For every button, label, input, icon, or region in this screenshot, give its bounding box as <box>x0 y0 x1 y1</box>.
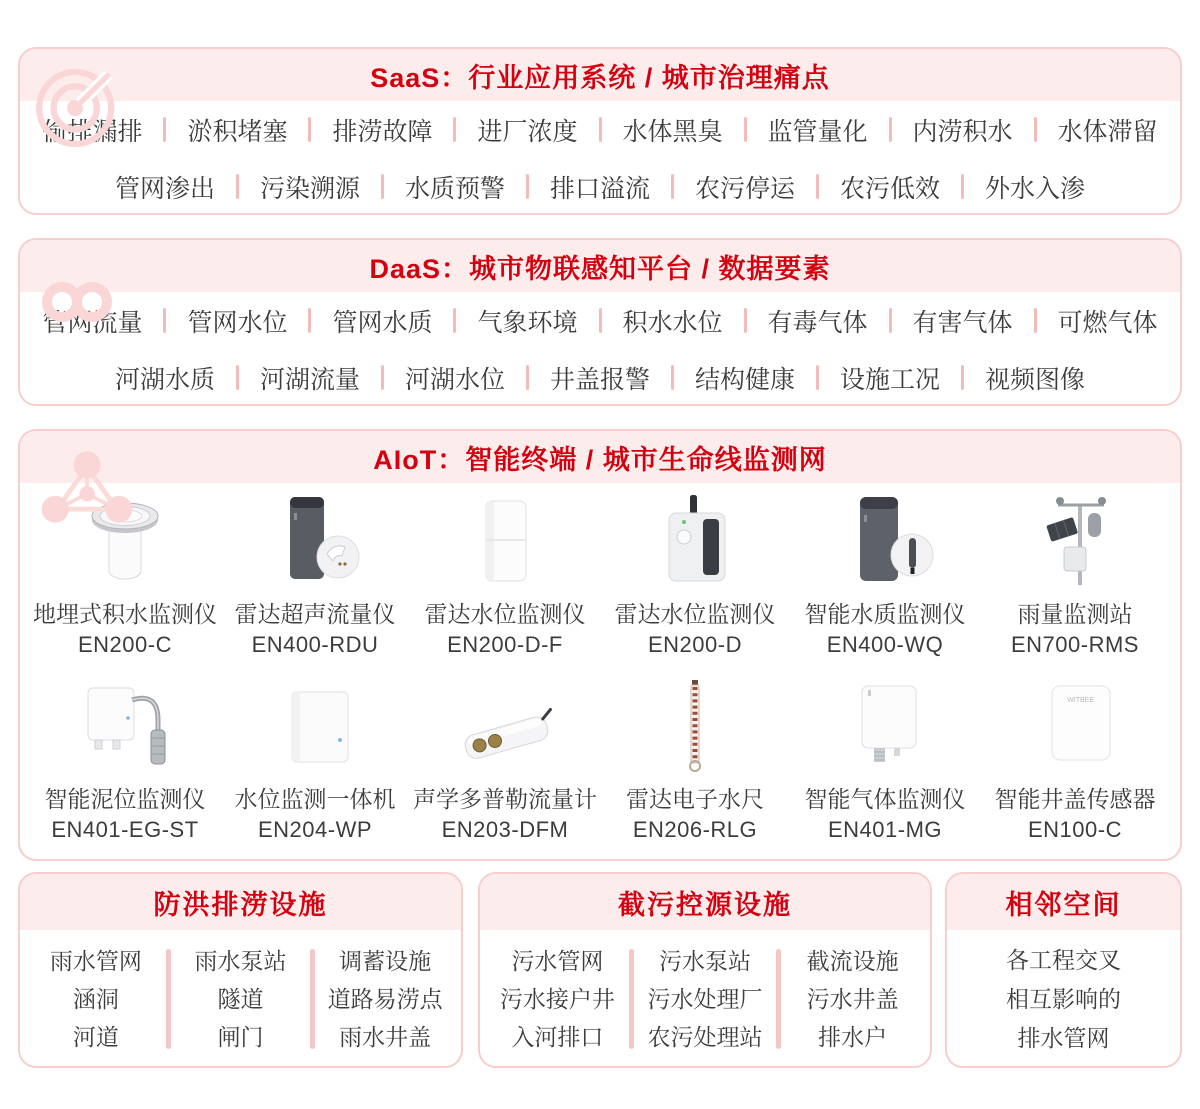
list-item: 水体黑臭 <box>622 117 723 146</box>
product-image-en100-c <box>980 674 1170 774</box>
pollution-control-col-2 <box>634 942 777 1056</box>
flood-drainage-title: 防洪排涝设施 <box>20 874 461 930</box>
aiot-panel <box>18 429 1182 861</box>
product-card-en401-eg-st <box>30 674 220 843</box>
list-item: 积水水位 <box>622 308 723 337</box>
product-card-en200-c <box>30 489 220 658</box>
brand-mark-text: WITBEE <box>1067 697 1094 704</box>
flood-drainage-col-2 <box>171 942 311 1056</box>
product-image-en400-wq <box>790 489 980 589</box>
pollution-control-box <box>478 872 932 1068</box>
list-item: 河湖水位 <box>404 365 505 394</box>
adjacent-space-title: 相邻空间 <box>947 874 1180 930</box>
list-item: 外水入渗 <box>985 174 1086 203</box>
list-item: 相互影响的 <box>1006 985 1121 1012</box>
product-card-en400-wq <box>790 489 980 658</box>
item-divider <box>381 365 384 390</box>
product-name: 智能水质监测仪 <box>804 601 966 627</box>
product-card-en700-rms <box>980 489 1170 658</box>
product-name: 雷达超声流量仪 <box>234 601 396 627</box>
saas-title: SaaS：行业应用系统 / 城市治理痛点 <box>20 49 1180 101</box>
product-card-en200-d-f <box>410 489 600 658</box>
list-item: 河湖流量 <box>259 365 360 394</box>
product-image-en700-rms <box>980 489 1170 589</box>
list-item: 结构健康 <box>695 365 796 394</box>
list-item: 道路易涝点 <box>327 986 443 1012</box>
list-item: 气象环境 <box>477 308 578 337</box>
pollution-control-col-1 <box>486 942 629 1056</box>
product-image-en206-rlg <box>600 674 790 774</box>
product-model: EN700-RMS <box>1011 632 1139 657</box>
list-item: 雨水泵站 <box>194 948 287 974</box>
item-divider <box>453 117 456 142</box>
product-model: EN200-C <box>78 632 172 657</box>
product-model: EN203-DFM <box>441 817 569 842</box>
item-divider <box>744 308 747 333</box>
item-divider <box>308 117 311 142</box>
product-image-en200-c <box>30 489 220 589</box>
daas-title: DaaS：城市物联感知平台 / 数据要素 <box>20 240 1180 292</box>
item-divider <box>961 365 964 390</box>
product-image-en200-d-f <box>410 489 600 589</box>
flood-drainage-columns <box>20 930 461 1068</box>
item-divider <box>526 365 529 390</box>
product-image-en204-wp <box>220 674 410 774</box>
item-divider <box>163 117 166 142</box>
list-item: 污染溯源 <box>259 174 360 203</box>
item-divider <box>599 117 602 142</box>
list-item: 污水井盖 <box>806 986 899 1012</box>
product-name: 智能井盖传感器 <box>994 786 1156 812</box>
item-divider <box>961 174 964 199</box>
aiot-products-row-1 <box>20 489 1180 658</box>
list-item: 进厂浓度 <box>477 117 578 146</box>
product-image-en401-eg-st <box>30 674 220 774</box>
list-item: 管网水质 <box>332 308 433 337</box>
item-divider <box>889 308 892 333</box>
product-name: 雨量监测站 <box>1017 601 1133 627</box>
product-model: EN206-RLG <box>632 817 758 842</box>
item-divider <box>1034 117 1037 142</box>
list-item: 有毒气体 <box>767 308 868 337</box>
list-item: 内涝积水 <box>912 117 1013 146</box>
list-item: 污水泵站 <box>659 948 751 974</box>
aiot-products-row-2 <box>20 674 1180 843</box>
list-item: 入河排口 <box>511 1024 604 1050</box>
saas-items-row-1 <box>20 101 1180 158</box>
product-name: 雷达水位监测仪 <box>614 601 776 627</box>
list-item: 雨水管网 <box>49 948 142 974</box>
list-item: 隧道 <box>217 986 264 1012</box>
list-item: 排水户 <box>818 1024 888 1050</box>
product-card-en100-c <box>980 674 1170 843</box>
list-item: 管网渗出 <box>114 174 215 203</box>
product-image-en401-mg <box>790 674 980 774</box>
item-divider <box>816 365 819 390</box>
daas-items-row-2 <box>20 349 1180 406</box>
item-divider <box>526 174 529 199</box>
adjacent-space-lines <box>947 930 1180 1068</box>
item-divider <box>453 308 456 333</box>
item-divider <box>236 365 239 390</box>
flood-drainage-col-1 <box>26 942 166 1056</box>
list-item: 排口溢流 <box>549 174 650 203</box>
list-item: 闸门 <box>217 1024 264 1050</box>
item-divider <box>599 308 602 333</box>
list-item: 涵洞 <box>72 986 119 1012</box>
list-item: 井盖报警 <box>549 365 650 394</box>
list-item: 淤积堵塞 <box>187 117 288 146</box>
product-card-en204-wp <box>220 674 410 843</box>
list-item: 河道 <box>72 1024 119 1050</box>
saas-panel <box>18 47 1182 215</box>
product-model: EN100-C <box>1028 817 1122 842</box>
aiot-title: AIoT：智能终端 / 城市生命线监测网 <box>20 431 1180 483</box>
product-card-en401-mg <box>790 674 980 843</box>
list-item: 排涝故障 <box>332 117 433 146</box>
item-divider <box>671 174 674 199</box>
list-item: 农污处理站 <box>647 1024 763 1050</box>
list-item: 污水管网 <box>511 948 604 974</box>
item-divider <box>744 117 747 142</box>
product-name: 智能泥位监测仪 <box>44 786 206 812</box>
list-item: 农污停运 <box>695 174 796 203</box>
pollution-control-col-3 <box>781 942 924 1056</box>
daas-panel <box>18 238 1182 406</box>
saas-items-row-2 <box>20 158 1180 215</box>
list-item: 偷排漏排 <box>42 117 143 146</box>
list-item: 水体滞留 <box>1057 117 1158 146</box>
product-card-en206-rlg <box>600 674 790 843</box>
list-item: 有害气体 <box>912 308 1013 337</box>
product-image-en203-dfm <box>410 674 600 774</box>
product-image-en400-rdu <box>220 489 410 589</box>
product-model: EN400-RDU <box>251 632 379 657</box>
pollution-control-title: 截污控源设施 <box>480 874 930 930</box>
flood-drainage-box <box>18 872 463 1068</box>
product-name: 雷达水位监测仪 <box>424 601 586 627</box>
product-name: 地埋式积水监测仪 <box>33 601 217 627</box>
product-model: EN200-D <box>648 632 742 657</box>
product-card-en203-dfm <box>410 674 600 843</box>
item-divider <box>889 117 892 142</box>
product-name: 水位监测一体机 <box>234 786 396 812</box>
daas-items-row-1 <box>20 292 1180 349</box>
list-item: 各工程交叉 <box>1006 946 1121 973</box>
list-item: 截流设施 <box>806 948 899 974</box>
list-item: 污水处理厂 <box>647 986 763 1012</box>
list-item: 污水接户井 <box>499 986 615 1012</box>
product-card-en200-d <box>600 489 790 658</box>
product-name: 雷达电子水尺 <box>626 786 764 812</box>
list-item: 可燃气体 <box>1057 308 1158 337</box>
item-divider <box>1034 308 1037 333</box>
product-name: 智能气体监测仪 <box>804 786 966 812</box>
list-item: 管网流量 <box>42 308 143 337</box>
list-item: 管网水位 <box>187 308 288 337</box>
item-divider <box>381 174 384 199</box>
product-model: EN400-WQ <box>826 632 944 657</box>
list-item: 视频图像 <box>985 365 1086 394</box>
flood-drainage-col-3 <box>315 942 455 1056</box>
product-image-en200-d <box>600 489 790 589</box>
item-divider <box>816 174 819 199</box>
product-name: 声学多普勒流量计 <box>413 786 597 812</box>
product-card-en400-rdu <box>220 489 410 658</box>
list-item: 水质预警 <box>404 174 505 203</box>
list-item: 设施工况 <box>840 365 941 394</box>
product-model: EN200-D-F <box>447 632 563 657</box>
item-divider <box>308 308 311 333</box>
list-item: 监管量化 <box>767 117 868 146</box>
item-divider <box>163 308 166 333</box>
pollution-control-columns <box>480 930 930 1068</box>
list-item: 调蓄设施 <box>339 948 432 974</box>
item-divider <box>236 174 239 199</box>
product-model: EN401-EG-ST <box>51 817 199 842</box>
list-item: 农污低效 <box>840 174 941 203</box>
list-item: 雨水井盖 <box>339 1024 432 1050</box>
product-model: EN401-MG <box>827 817 943 842</box>
product-model: EN204-WP <box>257 817 373 842</box>
item-divider <box>671 365 674 390</box>
list-item: 排水管网 <box>1017 1024 1110 1051</box>
list-item: 河湖水质 <box>114 365 215 394</box>
adjacent-space-box <box>945 872 1182 1068</box>
